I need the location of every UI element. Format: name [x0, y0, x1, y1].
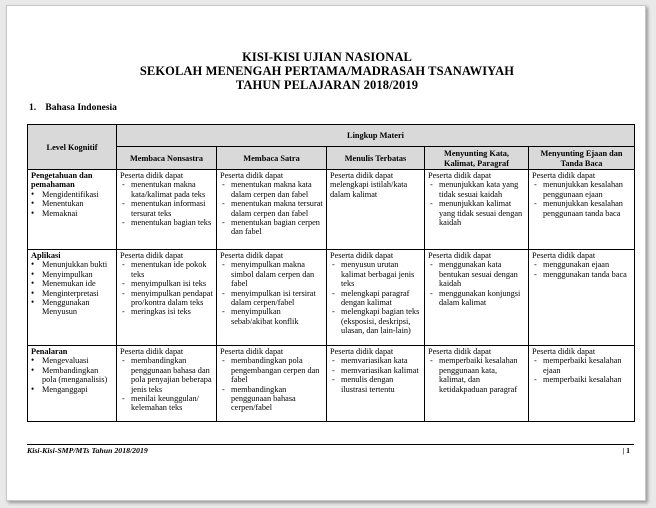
level-bullet-item: • Menginterpretasi [31, 289, 113, 298]
cell-dash-item: - menunjukkan kesalahan penggunaan ejaan [532, 180, 631, 199]
cell-dash-item: - memperbaiki kesalahan [532, 375, 631, 384]
cell-dash-item: - menyimpulkan isi teks [120, 279, 213, 288]
cell-dash-item: - melengkapi paragraf dengan kalimat [330, 289, 421, 308]
cell-dash-item: - memvariasikan kalimat [330, 366, 421, 375]
cell-dash-item: - menggunakan tanda baca [532, 270, 631, 279]
level-bullet-item: • Mengevaluasi [31, 356, 113, 365]
cell-intro: Peserta didik dapat [120, 171, 184, 180]
cell-intro: Peserta didik dapat [330, 251, 394, 260]
cell-dash-list [428, 180, 525, 227]
cell-intro: Peserta didik dapat melengkapi istilah/kata dalam kalimat [330, 171, 408, 199]
cell-intro: Peserta didik dapat [220, 251, 284, 260]
cell-intro: Peserta didik dapat [532, 347, 596, 356]
table-row [28, 346, 635, 422]
cell-intro: Peserta didik dapat [428, 251, 492, 260]
cell-dash-item: - menggunakan konjungsi dalam kalimat [428, 289, 525, 308]
level-bullet-item: • Membandingkan pola (menganalisis) [31, 366, 113, 385]
level-bullet-item: • Mengidentifikasi [31, 190, 113, 199]
cell-intro: Peserta didik dapat [330, 347, 394, 356]
cell-dash-item: - menunjukkan kata yang tidak sesuai kaidah [428, 180, 525, 199]
cell-dash-list [120, 180, 213, 227]
cell-dash-item: - memperbaiki kesalahan ejaan [532, 356, 631, 375]
level-bullet-list [31, 190, 113, 218]
cell-dash-item: - membandingkan penggunaan bahasa dan pola penyajian beberapa jenis teks [120, 356, 213, 394]
cell-materi [529, 170, 635, 250]
cell-materi [425, 346, 529, 422]
header-membaca-nonsastra: Membaca Nonsastra [117, 147, 217, 170]
level-bullet-item: • Menggunakan Menyusun [31, 298, 113, 317]
header-lingkup-materi: Lingkup Materi [117, 125, 635, 147]
cell-dash-item: - menggunakan ejaan [532, 260, 631, 269]
cell-dash-item: - menentukan makna tersurat dalam cerpen dan fabel [220, 199, 323, 218]
cell-dash-item: - menggunakan kata bentukan sesuai dengan kaidah [428, 260, 525, 288]
level-bullet-item: • Menemukan ide [31, 279, 113, 288]
cell-dash-item: - menunjukkan kesalahan penggunaan tanda baca [532, 199, 631, 218]
cell-intro: Peserta didik dapat [532, 251, 596, 260]
cell-dash-item: - menentukan bagian teks [120, 218, 213, 227]
cell-dash-item: - menyusun urutan kalimat berbagai jenis teks [330, 260, 421, 288]
cell-dash-item: - memvariasikan kata [330, 356, 421, 365]
section-heading [29, 103, 117, 113]
cell-dash-item: - menilai keunggulan/ kelemahan teks [120, 394, 213, 413]
header-menyunting-kata: Menyunting Kata, Kalimat, Paragraf [425, 147, 529, 170]
cell-dash-list [120, 356, 213, 412]
cell-materi [529, 250, 635, 346]
cell-dash-list [220, 356, 323, 412]
section-title: Bahasa Indonesia [45, 103, 117, 113]
cell-level [28, 346, 117, 422]
cell-level [28, 170, 117, 250]
level-title: Pengetahuan dan pemahaman [31, 171, 93, 190]
cell-dash-item: - memperbaiki kesalahan penggunaan kata, kalimat, dan ketidakpaduan paragraf [428, 356, 525, 394]
cell-materi [117, 170, 217, 250]
footer-label: Kisi-Kisi-SMP/MTs Tahun 2018/2019 [27, 446, 148, 455]
cell-dash-item: - menyimpulkan isi tersirat dalam cerpen/fabel [220, 289, 323, 308]
cell-materi [327, 250, 425, 346]
cell-level [28, 250, 117, 346]
table-body [28, 170, 635, 422]
cell-intro: Peserta didik dapat [532, 171, 596, 180]
level-bullet-item: • Menunjukkan bukti [31, 260, 113, 269]
cell-dash-list [428, 260, 525, 307]
document-page [6, 5, 646, 501]
cell-dash-item: - menentukan ide pokok teks [120, 260, 213, 279]
header-menulis-terbatas: Menulis Terbatas [327, 147, 425, 170]
cell-intro: Peserta didik dapat [428, 347, 492, 356]
cell-dash-item: - menulis dengan ilustrasi tertentu [330, 375, 421, 394]
page-number: | 1 [622, 446, 630, 455]
table-row [28, 250, 635, 346]
table-row [28, 170, 635, 250]
cell-dash-item: - melengkapi bagian teks (eksposisi, deskripsi, ulasan, dan lain-lain) [330, 307, 421, 335]
cell-dash-item: - menunjukkan kalimat yang tidak sesuai dengan kaidah [428, 199, 525, 227]
cell-dash-list [428, 356, 525, 394]
page-footer [27, 444, 634, 455]
level-title: Aplikasi [31, 251, 61, 260]
cell-materi [425, 250, 529, 346]
cell-dash-list [532, 356, 631, 384]
cell-materi [327, 170, 425, 250]
level-bullet-list [31, 260, 113, 316]
cell-dash-list [330, 356, 421, 394]
cell-intro: Peserta didik dapat [120, 251, 184, 260]
level-bullet-item: • Menyimpulkan [31, 270, 113, 279]
kisi-kisi-table [27, 124, 635, 422]
cell-dash-list [120, 260, 213, 316]
header-level-kognitif: Level Kognitif [28, 125, 117, 170]
cell-dash-item: - menyimpulkan pendapat pro/kontra dalam teks [120, 289, 213, 308]
cell-materi [217, 170, 327, 250]
cell-dash-list [220, 180, 323, 236]
document-title-line-3: TAHUN PELAJARAN 2018/2019 [235, 78, 419, 92]
cell-dash-list [330, 260, 421, 335]
level-bullet-item: • Memaknai [31, 209, 113, 218]
level-title: Penalaran [31, 347, 68, 356]
cell-intro: Peserta didik dapat [120, 347, 184, 356]
cell-materi [117, 346, 217, 422]
cell-materi [529, 346, 635, 422]
cell-dash-list [532, 260, 631, 279]
cell-dash-item: - menentukan makna kata/kalimat pada teks [120, 180, 213, 199]
cell-dash-item: - membandingkan pola pengembangan cerpen dan fabel [220, 356, 323, 384]
cell-dash-item: - membandingkan penggunaan bahasa cerpen/fabel [220, 385, 323, 413]
header-membaca-satra: Membaca Satra [217, 147, 327, 170]
cell-materi [117, 250, 217, 346]
cell-materi [425, 170, 529, 250]
cell-dash-item: - menyimpulkan sebab/akibat konflik [220, 307, 323, 326]
level-bullet-list [31, 356, 113, 394]
level-bullet-item: • Menentukan [31, 199, 113, 208]
header-menyunting-ejaan: Menyunting Ejaan dan Tanda Baca [529, 147, 635, 170]
section-number: 1. [29, 103, 37, 113]
cell-intro: Peserta didik dapat [428, 171, 492, 180]
cell-dash-item: - meringkas isi teks [120, 307, 213, 316]
cell-dash-list [220, 260, 323, 326]
cell-materi [217, 250, 327, 346]
document-title-line-1: KISI-KISI UJIAN NASIONAL [242, 50, 412, 64]
cell-materi [217, 346, 327, 422]
level-bullet-item: • Menganggapi [31, 385, 113, 394]
cell-dash-list [532, 180, 631, 218]
document-title-line-2: SEKOLAH MENENGAH PERTAMA/MADRASAH TSANAWIYAH [139, 64, 515, 78]
cell-materi [327, 346, 425, 422]
cell-dash-item: - menentukan makna kata dalam cerpen dan fabel [220, 180, 323, 199]
cell-dash-item: - menyimpulkan makna simbol dalam cerpen dan fabel [220, 260, 323, 288]
cell-dash-item: - menentukan informasi tersurat teks [120, 199, 213, 218]
cell-dash-item: - menentukan bagian cerpen dan fabel [220, 218, 323, 237]
cell-intro: Peserta didik dapat [220, 171, 284, 180]
cell-intro: Peserta didik dapat [220, 347, 284, 356]
